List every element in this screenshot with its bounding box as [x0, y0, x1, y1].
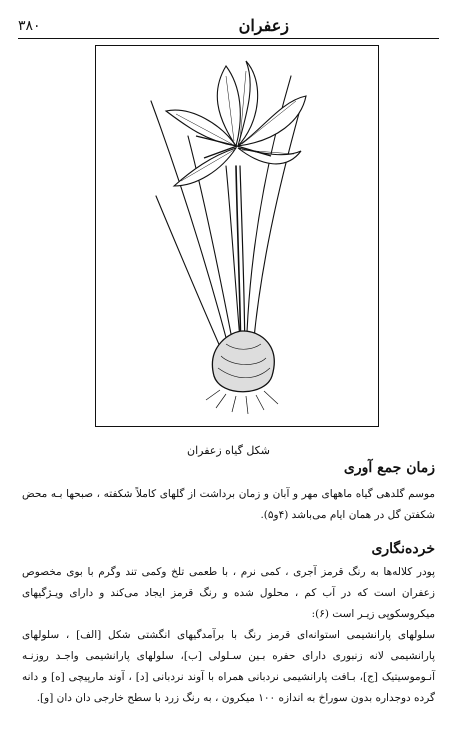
- running-title: زعفران: [238, 16, 289, 35]
- section-heading-microscopy: خرده‌نگاری: [371, 541, 435, 557]
- saffron-plant-drawing: [96, 46, 378, 426]
- page-header: [18, 14, 439, 39]
- paragraph: پودر کلاله‌ها به رنگ قرمز آجری ، کمی نرم ، با طعمی تلخ وکمی تند وگرم با بوی مخصوص زعفران است که در آب کم ، محلول شده و رنگ قرمز ایجاد می‌کند و دارای ویـژگیهای میکروسکوپی زیـر است (۶):: [22, 566, 435, 620]
- paragraph: موسم گلدهی گیاه ماههای مهر و آبان و زمان برداشت از گلهای کاملاً شکفته ، صبحها بـه محض شکفتن گل در همان ایام می‌باشد (۴و۵).: [22, 488, 435, 521]
- section-heading-harvest-time: زمان جمع آوری: [343, 460, 435, 476]
- figure-caption: شکل گیاه زعفران: [187, 444, 270, 457]
- section-microscopy-text: [22, 562, 435, 709]
- page-number: ۳۸۰: [18, 18, 41, 34]
- saffron-plant-illustration: [95, 45, 379, 427]
- section-harvest-time-text: [22, 484, 435, 526]
- paragraph: سلولهای پارانشیمی استوانه‌ای قرمز رنگ با برآمدگیهای انگشتی شکل [الف] ، سلولهای پارانشیمی لانه زنبوری دارای حفره بـین سـلولی [ب]، سلولهای پارانشیمی واجـد روزنـه آنـوموسیتیک [ج]، بـافت پارانشیمی نردبانی همراه با آوند نردبانی [د] ، آوند مارپیچی [ه] و دانه گرده دوجداره بدون سوراخ به اندازه ۱۰۰ میکرون ، به رنگ زرد با سطح خارجی دان دان [و].: [22, 629, 435, 704]
